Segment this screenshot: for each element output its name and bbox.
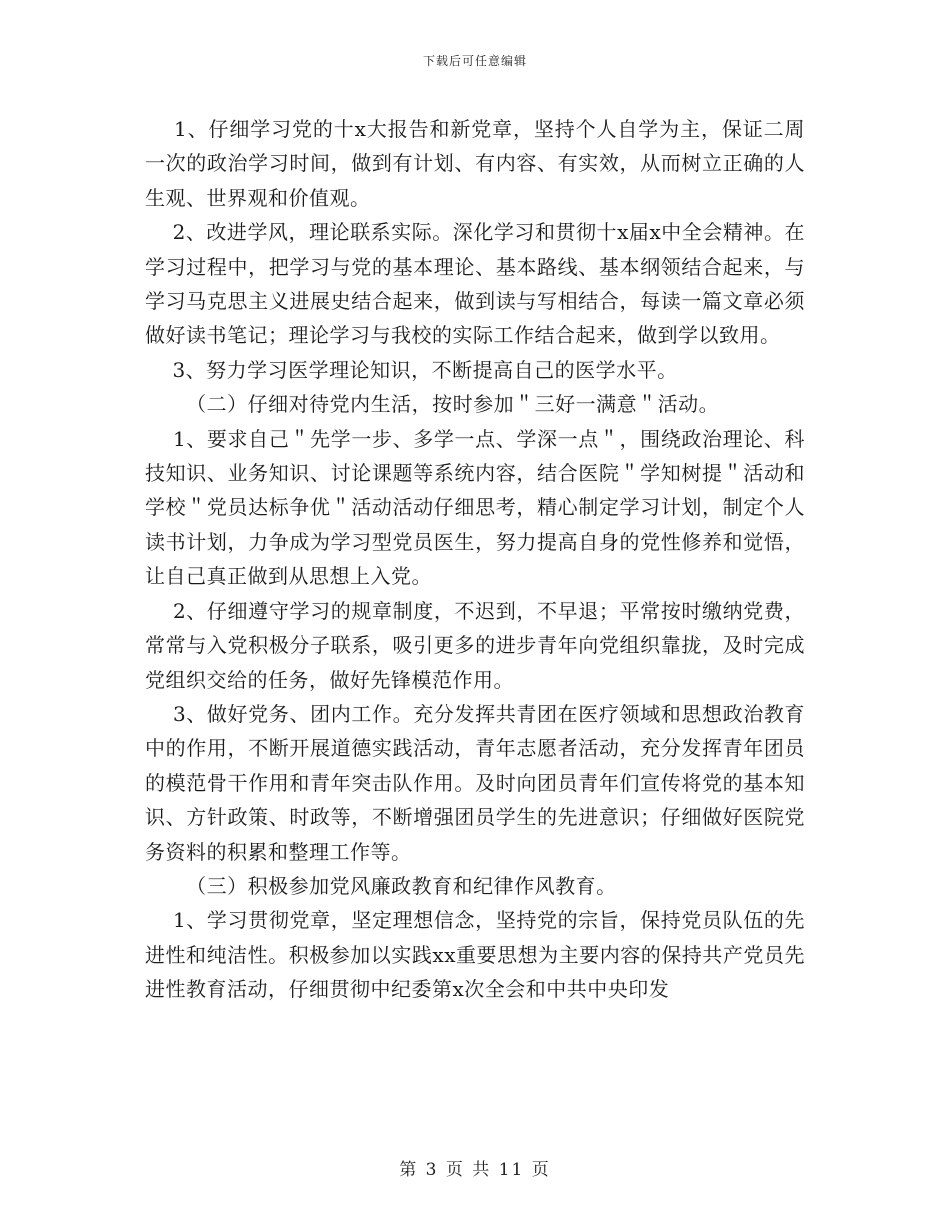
section-heading-3: （三）积极参加党风廉政教育和纪律作风教育。 [145,873,617,898]
paragraph-6: 3、做好党务、团内工作。充分发挥共青团在医疗领域和思想政治教育中的作用，不断开展道德实践活动，青年志愿者活动，充分发挥青年团员的模范骨干作用和青年突击队作用。及时向团员青年们宣传将党的基本知识、方针政策、时政等，不断增强团员学生的先进意识；仔细做好医院党务资料的积累和整理工作等。 [145,701,805,864]
paragraph-2: 2、改进学风，理论联系实际。深化学习和贯彻十x届x中全会精神。在学习过程中，把学习与党的基本理论、基本路线、基本纲领结合起来，与学习马克思主义进展史结合起来，做到读与写相结合，每读一篇文章必须做好读书笔记；理论学习与我校的实际工作结合起来，做到学以致用。 [145,220,805,348]
paragraph-5: 2、仔细遵守学习的规章制度，不迟到，不早退；平常按时缴纳党费，常常与入党积极分子联系，吸引更多的进步青年向党组织靠拢，及时完成党组织交给的任务，做好先锋模范作用。 [145,598,805,692]
page-number-footer: 第 3 页 共 11 页 [399,1160,551,1180]
page-header: 下载后可任意编辑 [422,54,527,68]
paragraph-7: 1、学习贯彻党章，坚定理想信念，坚持党的宗旨，保持党员队伍的先进性和纯洁性。积极参加以实践xx重要思想为主要内容的保持共产党员先进性教育活动，仔细贯彻中纪委第x次全会和中共中央印发 [145,908,805,1002]
paragraph-3: 3、努力学习医学理论知识，不断提高自己的医学水平。 [145,357,678,382]
document-body [145,112,805,1007]
paragraph-4: 1、要求自己＂先学一步、多学一点、学深一点＂，围绕政治理论、科技知识、业务知识、讨论课题等系统内容，结合医院＂学知树提＂活动和学校＂党员达标争优＂活动活动仔细思考，精心制定学习计划，制定个人读书计划，力争成为学习型党员医生，努力提高自身的党性修养和觉悟，让自己真正做到从思想上入党。 [145,426,805,589]
paragraph-1: 1、仔细学习党的十x大报告和新党章，坚持个人自学为主，保证二周一次的政治学习时间，做到有计划、有内容、有实效，从而树立正确的人生观、世界观和价值观。 [145,117,805,210]
section-heading-2: （二）仔细对待党内生活，按时参加＂三好一满意＂活动。 [145,392,720,417]
